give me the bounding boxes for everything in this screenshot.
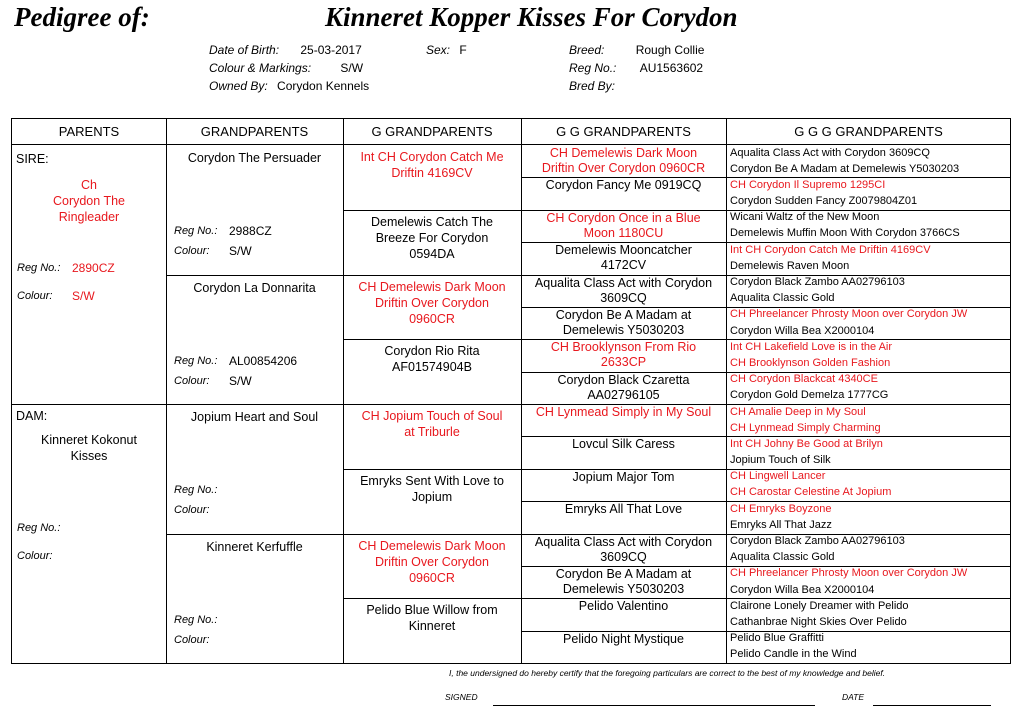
- colour-markings-value: S/W: [340, 61, 364, 75]
- ggg-grandparent-name: CH Lingwell Lancer: [730, 470, 826, 483]
- ggg-grandparent-name: Clairone Lonely Dreamer with Pelido: [730, 599, 909, 612]
- sex-value: F: [459, 43, 467, 57]
- bred-by-label: Bred By:: [569, 79, 616, 93]
- ggg-grandparent-name: Cathanbrae Night Skies Over Pelido: [730, 615, 907, 628]
- certification-text: I, the undersigned do hereby certify that the foregoing particulars are correct to the best of my knowledge and belief.: [449, 668, 886, 678]
- g-grandparent-name: CH Demelewis Dark Moon Driftin Over Corydon 0960CR: [358, 279, 506, 326]
- ggg-grandparent-name: Aqualita Class Act with Corydon 3609CQ: [730, 146, 930, 159]
- pedigree-table: [11, 118, 1011, 664]
- sire-colour-value: S/W: [72, 289, 95, 303]
- signed-label: SIGNED: [445, 692, 478, 702]
- grandparent-name: Jopium Heart and Soul: [190, 410, 319, 424]
- gg-grandparent-name: CH Demelewis Dark Moon Driftin Over Corydon 0960CR: [541, 146, 706, 175]
- gg-grandparent-name: Jopium Major Tom: [572, 469, 675, 484]
- dog-name-title: Kinneret Kopper Kisses For Corydon: [325, 2, 738, 32]
- owned-by-label: Owned By:: [209, 79, 268, 93]
- col-header-g-grandparents: G GRANDPARENTS: [371, 124, 493, 139]
- breed-row: [569, 43, 704, 57]
- grandparent-colour-label: Colour:: [174, 245, 210, 257]
- dob-value: 25-03-2017: [300, 43, 362, 57]
- column-divider: [726, 119, 727, 663]
- grandparent-name: Kinneret Kerfuffle: [206, 539, 303, 554]
- gg-grandparent-name: Corydon Black Czaretta AA02796105: [557, 372, 690, 402]
- grandparent-colour-label: Colour:: [174, 633, 210, 646]
- sex-row: [426, 43, 467, 57]
- owner-row: [209, 79, 369, 93]
- reg-value: AU1563602: [639, 61, 704, 75]
- colour-row: [209, 61, 363, 75]
- gg-grandparent-name: Demelewis Mooncatcher 4172CV: [555, 243, 692, 273]
- ggg-grandparent-name: Emryks All That Jazz: [730, 518, 832, 531]
- gg-grandparent-name: CH Corydon Once in a Blue Moon 1180CU: [546, 210, 701, 240]
- grandparent-reg-label: Reg No.:: [174, 484, 218, 496]
- gg-grandparent-name: Corydon Be A Madam at Demelewis Y5030203: [555, 566, 692, 596]
- sire-name: Ch Corydon The Ringleader: [52, 178, 126, 224]
- grandparent-reg-value: AL00854206: [229, 353, 298, 368]
- g-grandparent-name: CH Demelewis Dark Moon Driftin Over Corydon 0960CR: [358, 538, 506, 585]
- pedigree-heading: Pedigree of:: [14, 2, 150, 32]
- ggg-grandparent-name: CH Phreelancer Phrosty Moon over Corydon JW: [730, 308, 968, 321]
- gg-grandparent-name: Corydon Fancy Me 0919CQ: [545, 178, 702, 193]
- ggg-grandparent-name: Int CH Lakefield Love is in the Air: [730, 340, 893, 353]
- ggg-grandparent-name: Corydon Willa Bea X2000104: [730, 583, 875, 596]
- sire-colour-label: Colour:: [17, 290, 53, 302]
- dam-name: Kinneret Kokonut Kisses: [41, 433, 137, 463]
- ggg-grandparent-name: Corydon Be A Madam at Demelewis Y5030203: [730, 162, 960, 175]
- ggg-grandparent-name: CH Amalie Deep in My Soul: [730, 405, 866, 418]
- gg-grandparent-name: Aqualita Class Act with Corydon 3609CQ: [534, 534, 713, 564]
- ggg-grandparent-name: CH Carostar Celestine At Jopium: [730, 486, 892, 499]
- col-header-gg-grandparents: G G GRANDPARENTS: [556, 124, 691, 139]
- ggg-grandparent-name: Int CH Johny Be Good at Brilyn: [730, 437, 883, 450]
- ggg-grandparent-name: Demelewis Raven Moon: [730, 259, 850, 272]
- breed-label: Breed:: [569, 43, 605, 57]
- gg-grandparent-name: Corydon Be A Madam at Demelewis Y5030203: [555, 307, 692, 337]
- grandparent-reg-label: Reg No.:: [174, 613, 218, 626]
- ggg-grandparent-name: CH Corydon Blackcat 4340CE: [730, 373, 878, 386]
- g-grandparent-name: Corydon Rio Rita AF01574904B: [384, 344, 480, 375]
- ggg-grandparent-name: Jopium Touch of Silk: [730, 454, 831, 467]
- ggg-grandparent-name: Corydon Sudden Fancy Z0079804Z01: [730, 195, 918, 208]
- gg-grandparent-name: Pelido Night Mystique: [563, 631, 684, 646]
- g-grandparent-name: Demelewis Catch The Breeze For Corydon 0594DA: [370, 214, 494, 261]
- date-line[interactable]: [873, 705, 991, 706]
- reg-row: [569, 61, 703, 75]
- signature-line[interactable]: [493, 705, 815, 706]
- ggg-grandparent-name: Wicani Waltz of the New Moon: [730, 211, 880, 224]
- sire-reg-value: 2890CZ: [72, 261, 115, 275]
- sire-reg-label: Reg No.:: [17, 262, 61, 274]
- col-header-ggg-grandparents: G G G GRANDPARENTS: [794, 124, 943, 139]
- g-grandparent-name: Int CH Corydon Catch Me Driftin 4169CV: [360, 150, 504, 180]
- grandparent-colour-value: S/W: [229, 373, 252, 388]
- g-grandparent-name: CH Jopium Touch of Soul at Triburle: [361, 409, 503, 439]
- ggg-grandparent-name: Aqualita Classic Gold: [730, 292, 835, 305]
- ggg-grandparent-name: Corydon Black Zambo AA02796103: [730, 535, 905, 547]
- dam-colour-label: Colour:: [17, 550, 53, 562]
- sire-role-label: SIRE:: [16, 152, 49, 166]
- date-label: DATE: [842, 692, 865, 702]
- gg-grandparent-name: Pelido Valentino: [578, 599, 669, 614]
- g-grandparent-name: Emryks Sent With Love to Jopium: [360, 473, 504, 504]
- grandparent-reg-value: 2988CZ: [229, 224, 272, 238]
- grandparent-name: Corydon La Donnarita: [193, 280, 316, 295]
- ggg-grandparent-name: CH Brooklynson Golden Fashion: [730, 356, 891, 369]
- column-divider: [166, 119, 167, 663]
- colour-markings-label: Colour & Markings:: [209, 61, 312, 75]
- ggg-grandparent-name: Corydon Willa Bea X2000104: [730, 324, 875, 337]
- gg-grandparent-name: CH Lynmead Simply in My Soul: [535, 405, 712, 419]
- ggg-grandparent-name: Corydon Gold Demelza 1777CG: [730, 389, 889, 402]
- gg-grandparent-name: Lovcul Silk Caress: [572, 437, 675, 452]
- breed-value: Rough Collie: [635, 43, 705, 57]
- ggg-grandparent-name: Int CH Corydon Catch Me Driftin 4169CV: [730, 243, 931, 256]
- owner-value: Corydon Kennels: [277, 79, 370, 93]
- ggg-grandparent-name: Pelido Candle in the Wind: [730, 648, 857, 661]
- ggg-grandparent-name: Aqualita Classic Gold: [730, 551, 835, 564]
- ggg-grandparent-name: Pelido Blue Graffitti: [730, 632, 824, 645]
- dob-row: [209, 43, 362, 57]
- grandparent-colour-label: Colour:: [174, 374, 210, 387]
- grandparent-colour-value: S/W: [229, 244, 252, 258]
- ggg-grandparent-name: CH Corydon Il Supremo 1295CI: [730, 178, 886, 191]
- grandparent-colour-label: Colour:: [174, 504, 210, 516]
- sex-label: Sex:: [426, 43, 451, 57]
- reg-label: Reg No.:: [569, 61, 617, 75]
- dam-reg-label: Reg No.:: [17, 522, 61, 534]
- ggg-grandparent-name: Corydon Black Zambo AA02796103: [730, 276, 905, 288]
- grandparent-reg-label: Reg No.:: [174, 354, 218, 367]
- col-header-parents: PARENTS: [58, 124, 120, 139]
- gg-grandparent-name: Aqualita Class Act with Corydon 3609CQ: [534, 275, 713, 305]
- dob-label: Date of Birth:: [209, 43, 280, 57]
- grandparent-name: Corydon The Persuader: [187, 151, 322, 165]
- gg-grandparent-name: Emryks All That Love: [564, 502, 683, 517]
- dam-role-label: DAM:: [16, 409, 48, 423]
- bred-by-row: [569, 79, 615, 93]
- ggg-grandparent-name: CH Emryks Boyzone: [730, 502, 832, 515]
- grandparent-reg-label: Reg No.:: [174, 225, 218, 237]
- ggg-grandparent-name: CH Lynmead Simply Charming: [730, 421, 881, 434]
- gg-grandparent-name: CH Brooklynson From Rio 2633CP: [550, 340, 697, 370]
- ggg-grandparent-name: CH Phreelancer Phrosty Moon over Corydon JW: [730, 567, 968, 580]
- col-header-grandparents: GRANDPARENTS: [200, 124, 309, 139]
- g-grandparent-name: Pelido Blue Willow from Kinneret: [366, 603, 498, 634]
- ggg-grandparent-name: Demelewis Muffin Moon With Corydon 3766CS: [730, 227, 960, 240]
